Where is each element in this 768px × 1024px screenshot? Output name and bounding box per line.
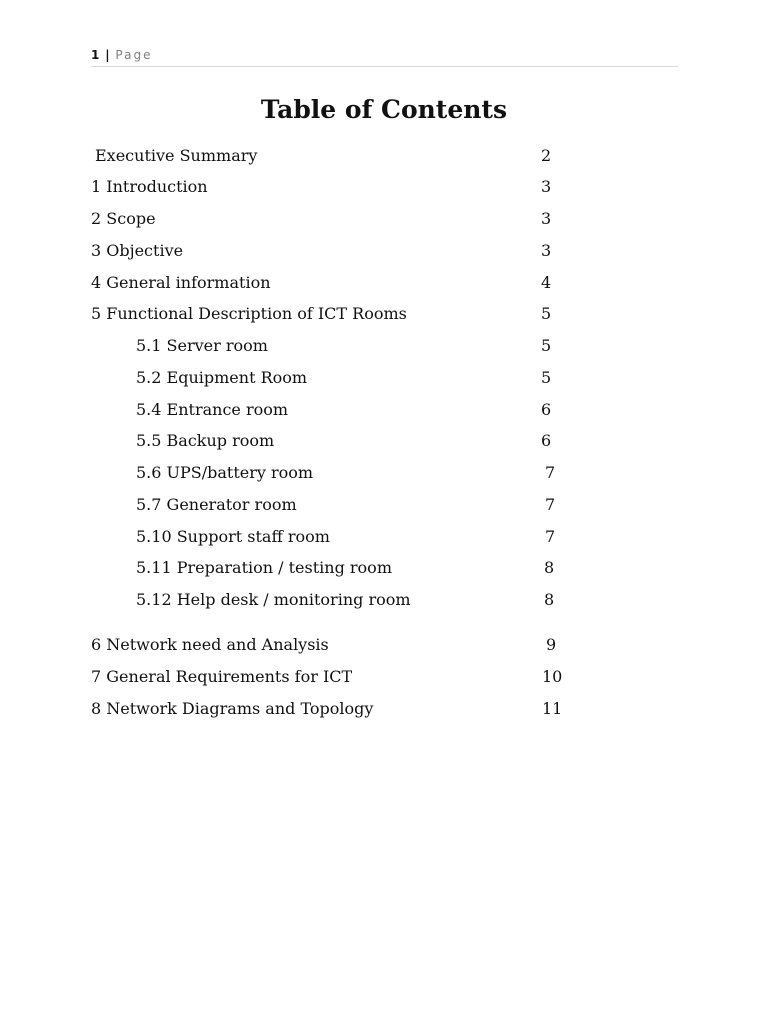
toc-entry-page: 9 [546, 635, 557, 654]
toc-entry-page: 4 [541, 273, 552, 292]
page-number: 1 [91, 48, 100, 62]
toc-entry-label: 5.4 Entrance room [136, 400, 289, 419]
toc-entry-page: 3 [541, 209, 552, 228]
page-header [91, 46, 678, 67]
toc-entry-label: 5.1 Server room [136, 336, 268, 355]
toc-entry-page: 6 [541, 400, 552, 419]
toc-entry-server-room[interactable] [0, 333, 768, 359]
toc-entry-introduction[interactable] [0, 174, 768, 200]
toc-entry-entrance-room[interactable] [0, 397, 768, 423]
toc-entry-general-information[interactable] [0, 270, 768, 296]
toc-entry-backup-room[interactable] [0, 428, 768, 454]
toc-entry-page: 3 [541, 241, 552, 260]
toc-entry-label: Executive Summary [95, 146, 258, 165]
toc-entry-page: 3 [541, 177, 552, 196]
toc-entry-label: 5.2 Equipment Room [136, 368, 308, 387]
toc-entry-page: 8 [544, 590, 555, 609]
toc-entry-general-requirements-ict[interactable] [0, 664, 768, 690]
toc-entry-label: 5.6 UPS/battery room [136, 463, 314, 482]
toc-entry-help-desk-monitoring-room[interactable] [0, 587, 768, 613]
toc-entry-ups-battery-room[interactable] [0, 460, 768, 486]
toc-entry-label: 6 Network need and Analysis [91, 635, 329, 654]
toc-entry-label: 5.10 Support staff room [136, 527, 330, 546]
toc-entry-label: 1 Introduction [91, 177, 208, 196]
toc-entry-label: 5.7 Generator room [136, 495, 297, 514]
toc-entry-preparation-testing-room[interactable] [0, 555, 768, 581]
toc-entry-label: 4 General information [91, 273, 271, 292]
toc-entry-page: 7 [545, 495, 556, 514]
page-separator: | [105, 48, 110, 62]
toc-entry-label: 5.5 Backup room [136, 431, 275, 450]
toc-entry-page: 7 [545, 527, 556, 546]
toc-entry-page: 11 [542, 699, 563, 718]
toc-entry-equipment-room[interactable] [0, 365, 768, 391]
toc-entry-page: 7 [545, 463, 556, 482]
toc-entry-label: 8 Network Diagrams and Topology [91, 699, 374, 718]
toc-entry-label: 3 Objective [91, 241, 184, 260]
toc-entry-network-need-analysis[interactable] [0, 632, 768, 658]
toc-entry-page: 2 [541, 146, 552, 165]
toc-entry-objective[interactable] [0, 238, 768, 264]
toc-entry-page: 5 [541, 336, 552, 355]
toc-entry-label: 5.11 Preparation / testing room [136, 558, 392, 577]
toc-entry-label: 7 General Requirements for ICT [91, 667, 353, 686]
toc-entry-scope[interactable] [0, 206, 768, 232]
page-word: Page [115, 48, 153, 62]
toc-entry-page: 10 [542, 667, 563, 686]
toc-entry-network-diagrams-topology[interactable] [0, 696, 768, 722]
toc-entry-functional-description[interactable] [0, 301, 768, 327]
toc-entry-label: 2 Scope [91, 209, 156, 228]
toc-title: Table of Contents [260, 95, 508, 124]
toc-entry-label: 5 Functional Description of ICT Rooms [91, 304, 407, 323]
toc-entry-page: 6 [541, 431, 552, 450]
toc-entry-executive-summary[interactable] [0, 143, 768, 169]
toc-entry-page: 8 [544, 558, 555, 577]
toc-entry-label: 5.12 Help desk / monitoring room [136, 590, 411, 609]
toc-entry-support-staff-room[interactable] [0, 524, 768, 550]
toc-entry-page: 5 [541, 304, 552, 323]
toc-entry-generator-room[interactable] [0, 492, 768, 518]
toc-entry-page: 5 [541, 368, 552, 387]
